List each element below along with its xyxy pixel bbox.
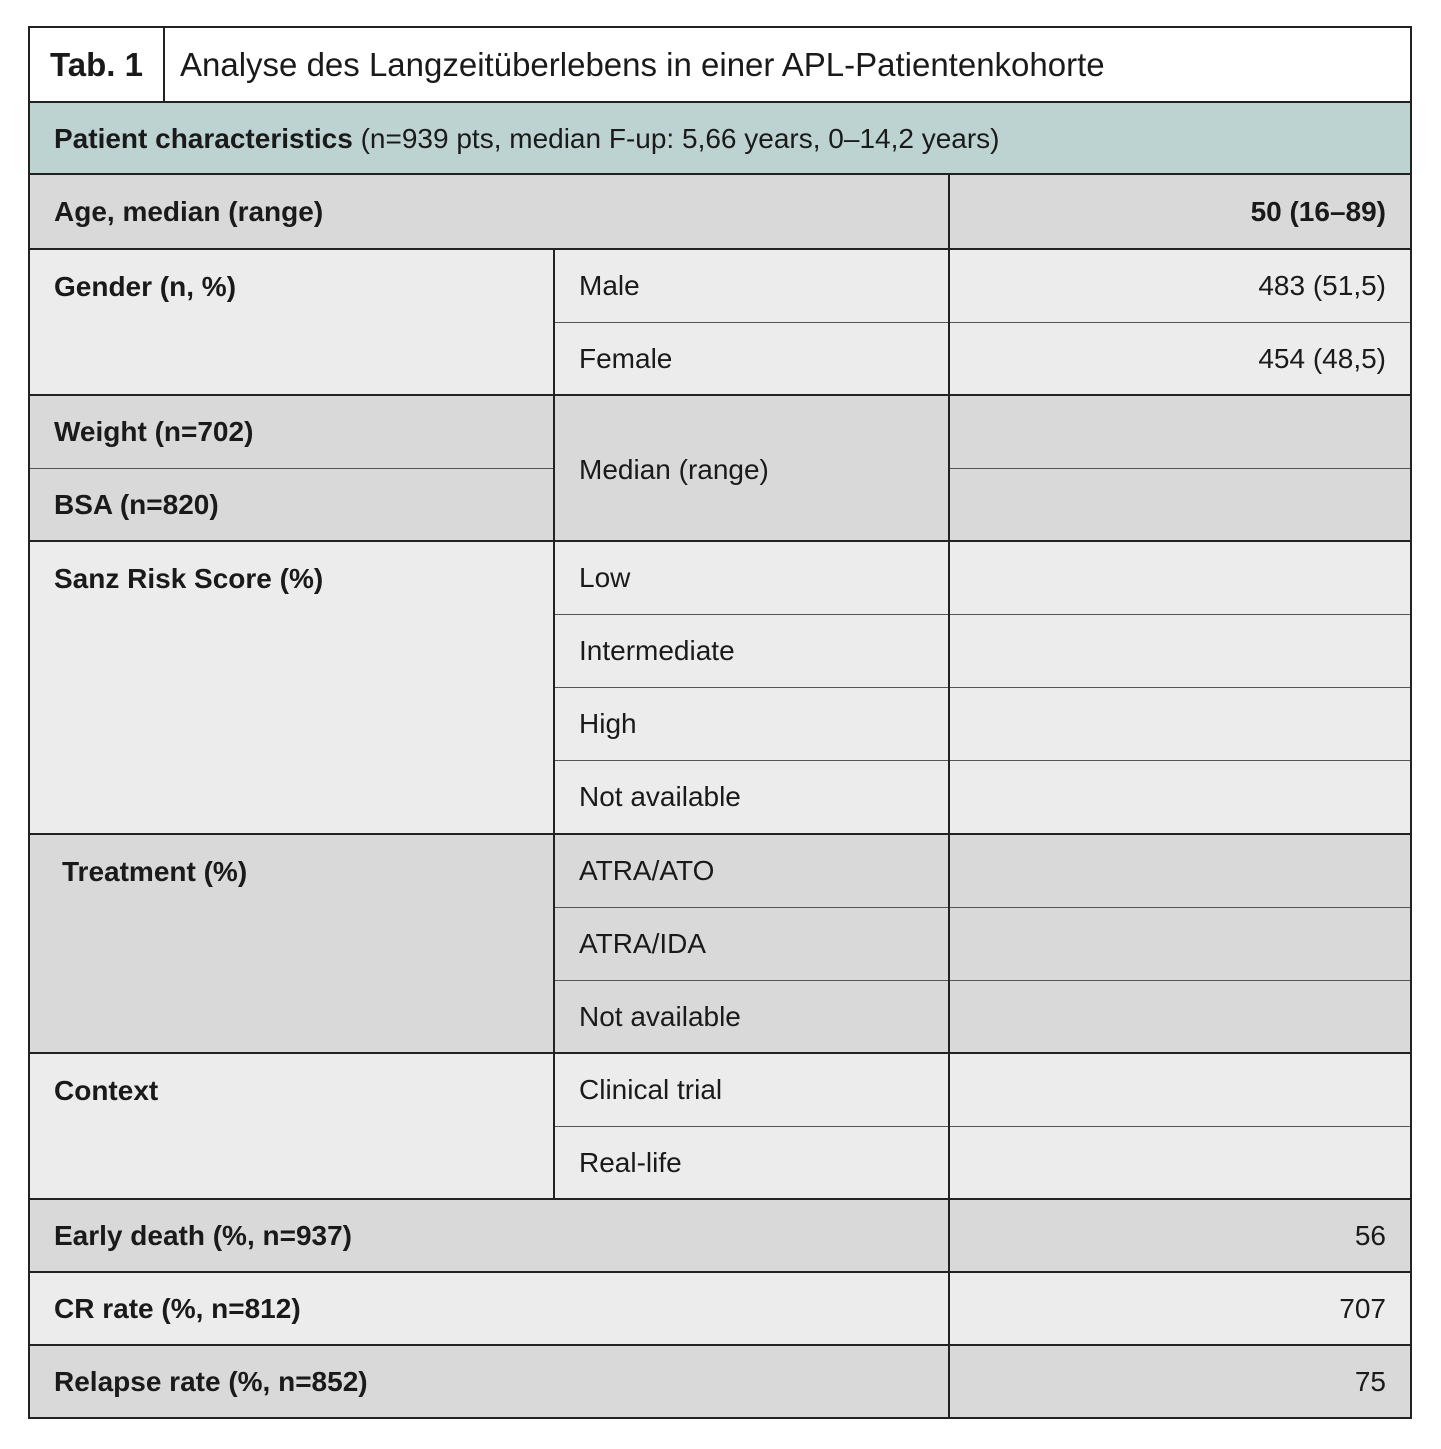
gender-female: Female <box>555 323 948 394</box>
sanz-low: Low <box>555 542 948 614</box>
treatment-ato: ATRA/ATO <box>555 835 948 907</box>
treatment-ida: ATRA/IDA <box>555 908 948 980</box>
treatment-values <box>950 835 1410 1052</box>
gender-female-value: 454 (48,5) <box>950 323 1410 394</box>
section-title: Patient characteristics <box>54 123 353 154</box>
weight-label: Weight (n=702) <box>30 396 553 468</box>
early-death-label: Early death (%, n=937) <box>30 1200 948 1271</box>
context-real-life: Real-life <box>555 1127 948 1198</box>
age-value: 50 (16–89) <box>950 175 1410 248</box>
cr-rate-label: CR rate (%, n=812) <box>30 1273 948 1344</box>
median-range-label: Median (range) <box>555 396 948 540</box>
table-caption <box>30 28 1410 103</box>
relapse-rate-label: Relapse rate (%, n=852) <box>30 1346 948 1417</box>
sanz-label: Sanz Risk Score (%) <box>30 542 553 833</box>
sanz-not-available: Not available <box>555 761 948 833</box>
gender-label: Gender (n, %) <box>30 250 553 394</box>
table-body <box>30 175 1410 1417</box>
treatment-not-available: Not available <box>555 981 948 1052</box>
context-label: Context <box>30 1054 553 1198</box>
bsa-label: BSA (n=820) <box>30 469 553 540</box>
treatment-label: Treatment (%) <box>30 835 553 1052</box>
age-label: Age, median (range) <box>30 175 948 248</box>
gender-male: Male <box>555 250 948 322</box>
sanz-high: High <box>555 688 948 760</box>
cr-rate-value: 707 <box>950 1273 1410 1344</box>
early-death-value: 56 <box>950 1200 1410 1271</box>
table-number: Tab. 1 <box>30 28 165 101</box>
gender-male-value: 483 (51,5) <box>950 250 1410 322</box>
sanz-intermediate: Intermediate <box>555 615 948 687</box>
section-subtitle: (n=939 pts, median F-up: 5,66 years, 0–14,2 years) <box>352 123 1000 154</box>
weight-value <box>950 396 1410 468</box>
context-clinical-trial: Clinical trial <box>555 1054 948 1126</box>
section-header <box>30 103 1410 175</box>
table <box>28 26 1412 1419</box>
relapse-rate-value: 75 <box>950 1346 1410 1417</box>
table-title: Analyse des Langzeitüberlebens in einer APL-Patientenkohorte <box>180 46 1105 83</box>
bsa-value <box>950 469 1410 540</box>
